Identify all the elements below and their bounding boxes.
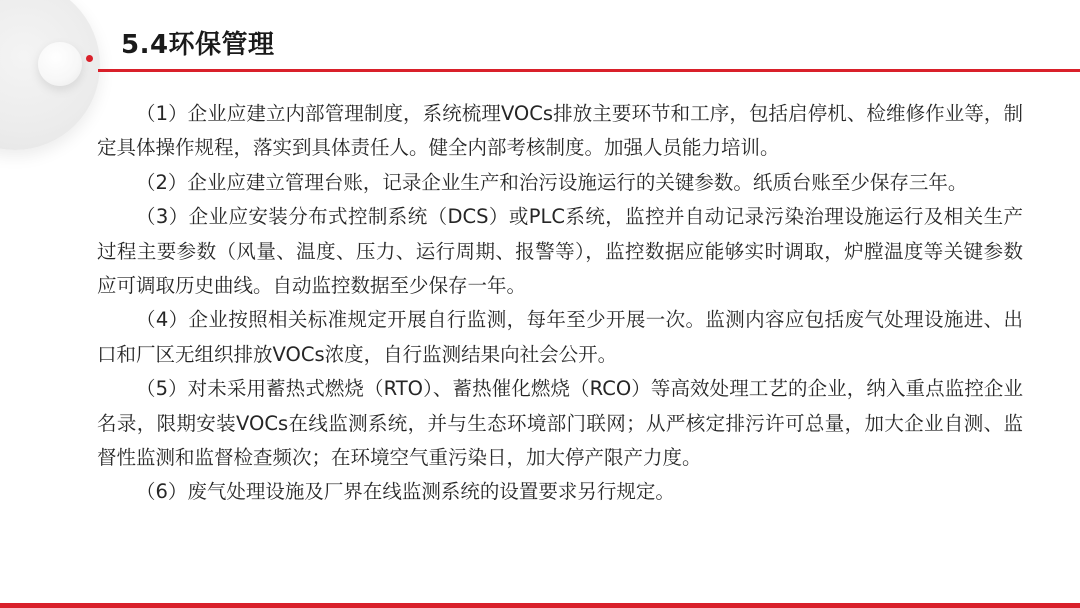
- decorative-circle-small: [38, 42, 82, 86]
- title-underline: [98, 69, 1080, 72]
- paragraph-1: （1）企业应建立内部管理制度，系统梳理VOCs排放主要环节和工序，包括启停机、检维修作业等，制定具体操作规程，落实到具体责任人。健全内部考核制度。加强人员能力培训。: [97, 102, 1023, 160]
- paragraph-4: （4）企业按照相关标准规定开展自行监测，每年至少开展一次。监测内容应包括废气处理设施进、出口和厂区无组织排放VOCs浓度，自行监测结果向社会公开。: [97, 308, 1023, 366]
- slide-title: 5.4环保管理: [121, 30, 275, 60]
- decorative-red-dot: [86, 55, 93, 62]
- paragraph-3: （3）企业应安装分布式控制系统（DCS）或PLC系统，监控并自动记录污染治理设施运行及相关生产过程主要参数（风量、温度、压力、运行周期、报警等），监控数据应能够实时调取，炉膛温度等关键参数应可调取历史曲线。自动监控数据至少保存一年。: [97, 205, 1023, 298]
- paragraph-2: （2）企业应建立管理台账，记录企业生产和治污设施运行的关键参数。纸质台账至少保存三年。: [136, 170, 968, 194]
- paragraph-6: （6）废气处理设施及厂界在线监测系统的设置要求另行规定。: [136, 480, 675, 504]
- slide-body: [97, 97, 1023, 510]
- bottom-accent-bar: [0, 603, 1080, 608]
- paragraph-5: （5）对未采用蓄热式燃烧（RTO）、蓄热催化燃烧（RCO）等高效处理工艺的企业，纳入重点监控企业名录，限期安装VOCs在线监测系统，并与生态环境部门联网；从严核定排污许可总量，加大企业自测、监督性监测和监督检查频次；在环境空气重污染日，加大停产限产力度。: [97, 377, 1023, 470]
